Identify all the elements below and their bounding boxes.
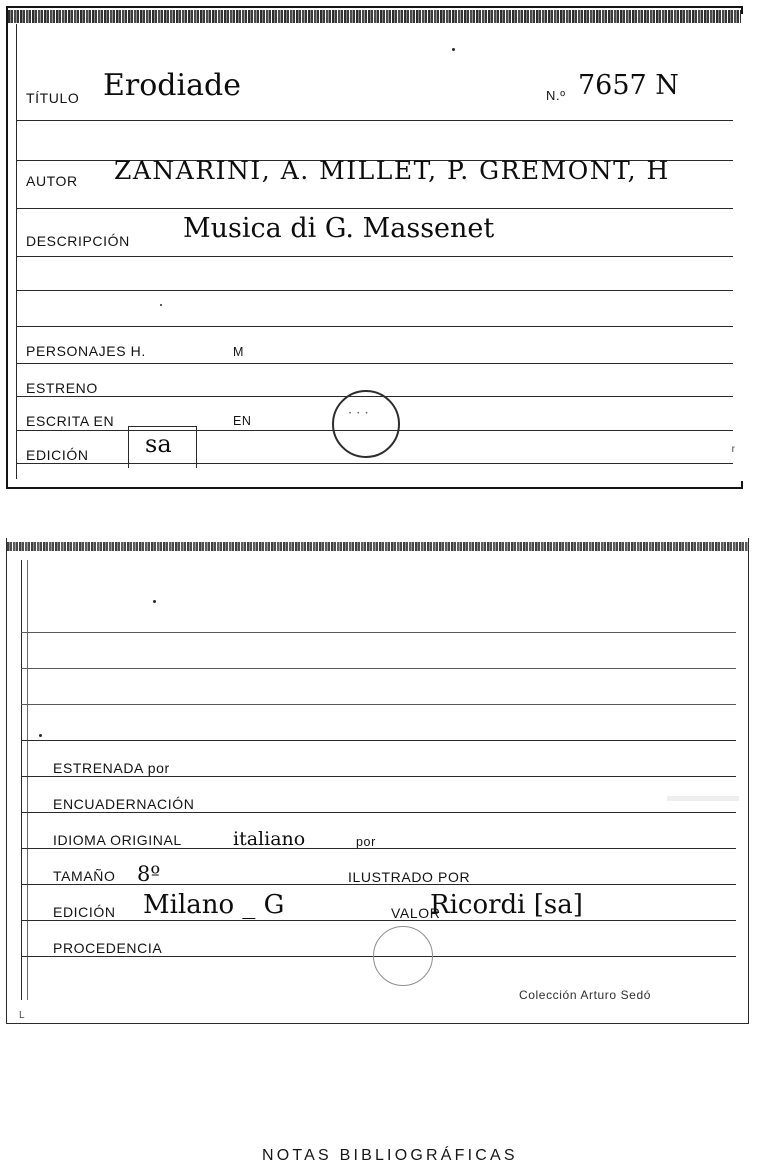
field-label-tamano: TAMAÑO [53,868,116,884]
rule-line [21,740,736,741]
rule-line [16,463,733,464]
left-margin-line-inner [27,560,28,1000]
rule-line [21,704,736,705]
rule-line [16,120,733,121]
number-label: N.º [546,88,566,103]
edicion-box-left [128,426,129,468]
rule-line [21,848,736,849]
field-label-idioma-original: IDIOMA ORIGINAL [53,832,182,848]
field-label-edicion: EDICIÓN [26,447,89,463]
field-value-autor: ZANARINI, A. MILLET, P. GREMONT, H [114,156,670,185]
rule-line [16,256,733,257]
field-label-personajes: PERSONAJES H. [26,343,146,359]
field-value-descripcion: Musica di G. Massenet [183,213,495,244]
rule-line [16,326,733,327]
field-label-personajes-m: M [233,345,245,359]
edge-artifact: L [19,1010,25,1021]
left-margin-line [21,560,22,1000]
collection-footer: Colección Arturo Sedó [519,988,652,1002]
field-label-procedencia: PROCEDENCIA [53,940,163,956]
catalog-card-bottom [6,538,749,1164]
field-label-estrenada: ESTRENADA por [53,760,170,776]
section-heading: NOTAS BIBLIOGRÁFICAS [262,1147,518,1164]
field-label-escrita-en: ESCRITA EN [26,413,115,429]
field-value-valor: Ricordi [sa] [430,890,583,920]
edge-artifact: r [731,444,735,455]
field-label-descripcion: DESCRIPCIÓN [26,233,130,249]
field-label-autor: AUTOR [26,173,78,189]
card-right-edge [741,14,745,481]
edicion-box-right [196,426,197,468]
catalog-card-top [6,6,743,489]
field-label-estreno: ESTRENO [26,380,98,396]
field-value-edicion: sa [145,430,172,458]
field-label-ilustrado-por: ILUSTRADO POR [348,869,471,885]
rule-line [16,363,733,364]
scan-smudge [667,796,739,801]
scan-speck [452,48,455,51]
left-margin-line [16,24,17,479]
field-value-idioma-original: italiano [233,828,306,850]
rule-line [21,812,736,813]
rule-line [21,776,736,777]
field-label-encuadernacion: ENCUADERNACIÓN [53,796,195,812]
field-value-titulo: Erodiade [103,68,241,103]
scan-grain-edge [8,10,741,23]
scan-speck [153,600,156,603]
scan-speck [39,734,42,737]
scan-speck [160,304,162,306]
field-label-en: EN [233,414,252,428]
edicion-box-top [128,426,196,427]
rule-line [16,290,733,291]
stamp-circle [373,926,433,986]
field-label-titulo: TÍTULO [26,90,80,106]
rule-line [21,668,736,669]
field-label-edicion: EDICIÓN [53,904,116,920]
field-label-idioma-por: por [356,835,376,849]
stamp-text: · · · [348,406,369,421]
rule-line [21,920,736,921]
number-value: 7657 N [578,70,679,101]
field-value-tamano: 8º [137,862,161,886]
rule-line [16,208,733,209]
field-value-edicion: Milano _ G [143,890,285,920]
stamp-circle [332,390,400,458]
field-label-valor: VALOR [391,905,441,921]
rule-line [21,632,736,633]
scan-grain-edge [7,542,748,551]
